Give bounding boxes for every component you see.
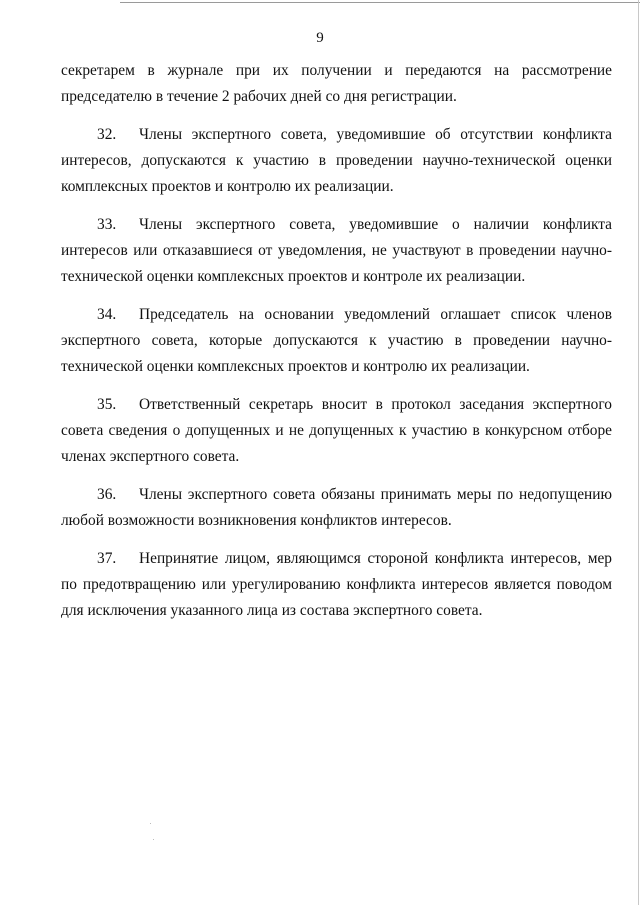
clause-number: 35. (97, 396, 117, 413)
scan-speck (150, 823, 151, 824)
clause-text: Члены экспертного совета, уведомившие о наличии конфликта интересов или отказавшиеся от уведомления, не участвуют в проведении научно-технической оценки комплексных проектов и контроле их реализации. (61, 216, 612, 285)
scan-edge-top (120, 2, 640, 3)
clause-text: Ответственный секретарь вносит в протокол заседания экспертного совета сведения о допущенных и не допущенных к участию в конкурсном отборе членах экспертного совета. (61, 396, 612, 465)
clause-text: Члены экспертного совета, уведомившие об отсутствии конфликта интересов, допускаются к участию в проведении научно-технической оценки комплексных проектов и контролю их реализации. (61, 126, 612, 195)
intro-paragraph: секретарем в журнале при их получении и передаются на рассмотрение председателю в течение 2 рабочих дней со дня регистрации. (61, 62, 612, 105)
clause-text: Председатель на основании уведомлений оглашает список членов экспертного совета, которые допускаются к участию в проведении научно-технической оценки комплексных проектов и контролю их реализации. (61, 306, 612, 375)
clause-37 (61, 546, 612, 624)
clause-text: Члены экспертного совета обязаны принимать меры по недопущению любой возможности возникновения конфликтов интересов. (61, 486, 612, 529)
clause-33 (61, 212, 612, 290)
clause-text: Непринятие лицом, являющимся стороной конфликта интересов, мер по предотвращению или урегулированию конфликта интересов является поводом для исключения указанного лица из состава экспертного совета. (61, 550, 612, 619)
clause-35 (61, 392, 612, 470)
clause-number: 37. (97, 550, 117, 567)
clause-number: 36. (97, 486, 117, 503)
document-body (61, 58, 612, 624)
clause-32 (61, 122, 612, 200)
scan-speck (153, 839, 154, 840)
page-number: 9 (316, 30, 324, 46)
clause-number: 32. (97, 126, 117, 143)
clause-number: 34. (97, 306, 117, 323)
clause-34 (61, 302, 612, 380)
clause-36 (61, 482, 612, 534)
scan-edge-right (638, 0, 639, 905)
clause-number: 33. (97, 216, 117, 233)
